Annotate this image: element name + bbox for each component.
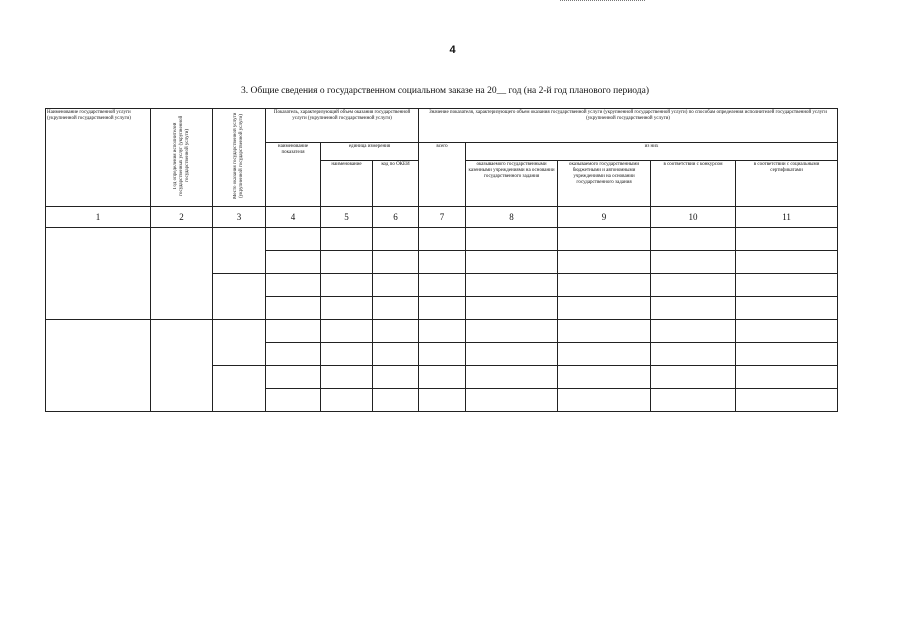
table-cell[interactable]: [419, 228, 466, 251]
table-cell[interactable]: [736, 228, 838, 251]
table-cell[interactable]: [736, 343, 838, 366]
header-indicator-group: Показатель, характеризующий объем оказания государственной услуги (укрупненной государственной услуги): [266, 109, 419, 143]
table-cell[interactable]: [419, 251, 466, 274]
table-row: [46, 228, 838, 251]
header-total: всего: [419, 143, 466, 207]
header-place-text: Место оказания государственной услуги (укрупненной государственной услуги): [233, 112, 244, 200]
table-cell[interactable]: [651, 228, 736, 251]
table-cell[interactable]: [558, 274, 651, 297]
table-cell[interactable]: [266, 228, 321, 251]
table-cell[interactable]: [558, 251, 651, 274]
column-number: 1: [46, 207, 151, 228]
table-cell[interactable]: [321, 274, 373, 297]
table-cell[interactable]: [419, 297, 466, 320]
header-service-name: Наименование государственной услуги (укрупненной государственной услуги): [46, 109, 151, 207]
table-cell[interactable]: [373, 343, 419, 366]
table-cell[interactable]: [321, 251, 373, 274]
header-unit-group: единица измерения: [321, 143, 419, 161]
table-cell[interactable]: [651, 389, 736, 412]
table-cell[interactable]: [266, 320, 321, 343]
table-cell[interactable]: [736, 320, 838, 343]
header-certificates: в соответствии с социальными сертификатами: [736, 161, 838, 207]
table-row: [46, 320, 838, 343]
table-cell[interactable]: [373, 366, 419, 389]
table-cell[interactable]: [151, 320, 213, 412]
table-cell[interactable]: [651, 274, 736, 297]
table-cell[interactable]: [266, 251, 321, 274]
table-cell[interactable]: [266, 297, 321, 320]
header-year-executor: [151, 109, 213, 207]
header-state-institutions: оказываемого государственными казенными учреждениями на основании государственного задания: [466, 161, 558, 207]
column-number-row: [46, 207, 838, 228]
table-cell[interactable]: [466, 251, 558, 274]
table-body: [46, 228, 838, 412]
table-header: [46, 109, 838, 228]
table-cell[interactable]: [46, 320, 151, 412]
header-value-group: Значение показателя, характеризующего объем оказания государственной услуги (укрупненной государственной услуги) по способам определения исполнителей государственной услуги (укрупненной государственной услуги): [419, 109, 838, 143]
table-cell[interactable]: [466, 343, 558, 366]
table-cell[interactable]: [213, 228, 266, 274]
table-cell[interactable]: [558, 343, 651, 366]
table-cell[interactable]: [373, 228, 419, 251]
table-cell[interactable]: [321, 389, 373, 412]
table-cell[interactable]: [466, 228, 558, 251]
table-cell[interactable]: [466, 366, 558, 389]
column-number: 2: [151, 207, 213, 228]
column-number: 9: [558, 207, 651, 228]
table-cell[interactable]: [266, 389, 321, 412]
column-number: 6: [373, 207, 419, 228]
table-cell[interactable]: [266, 366, 321, 389]
table-cell[interactable]: [558, 389, 651, 412]
table-cell[interactable]: [419, 366, 466, 389]
column-number: 8: [466, 207, 558, 228]
header-year-executor-text: Год определения исполнителей государственных услуг (укрупненной государственной услуги): [172, 115, 190, 197]
table-cell[interactable]: [466, 320, 558, 343]
table-cell[interactable]: [321, 320, 373, 343]
header-okei-code: код по ОКЕИ: [373, 161, 419, 207]
header-indicator-name: наименование показателя: [266, 143, 321, 207]
page-number: 4: [449, 44, 456, 56]
table-cell[interactable]: [213, 366, 266, 412]
table-cell[interactable]: [466, 297, 558, 320]
table-cell[interactable]: [651, 366, 736, 389]
header-competition: в соответствии с конкурсом: [651, 161, 736, 207]
table-cell[interactable]: [558, 228, 651, 251]
table-cell[interactable]: [558, 366, 651, 389]
column-number: 11: [736, 207, 838, 228]
header-place: [213, 109, 266, 207]
table-cell[interactable]: [373, 251, 419, 274]
table-cell[interactable]: [651, 297, 736, 320]
table-cell[interactable]: [736, 297, 838, 320]
table-cell[interactable]: [373, 274, 419, 297]
table-cell[interactable]: [151, 228, 213, 320]
table-cell[interactable]: [46, 228, 151, 320]
table-cell[interactable]: [321, 366, 373, 389]
column-number: 10: [651, 207, 736, 228]
section-title: 3. Общие сведения о государственном социальном заказе на 20__ год (на 2-й год планового периода): [241, 86, 649, 96]
scan-mark: [560, 0, 645, 3]
table-cell[interactable]: [419, 274, 466, 297]
table-cell[interactable]: [213, 274, 266, 320]
table-cell[interactable]: [373, 297, 419, 320]
table-cell[interactable]: [321, 228, 373, 251]
table-cell[interactable]: [266, 274, 321, 297]
column-number: 3: [213, 207, 266, 228]
table-cell[interactable]: [736, 251, 838, 274]
header-unit-name: наименование: [321, 161, 373, 207]
table-cell[interactable]: [466, 274, 558, 297]
table-cell[interactable]: [373, 389, 419, 412]
header-of-which: из них: [466, 143, 838, 161]
table-cell[interactable]: [651, 320, 736, 343]
header-budget-institutions: оказываемого государственными бюджетными и автономными учреждениями на основании государственного задания: [558, 161, 651, 207]
column-number: 4: [266, 207, 321, 228]
table-cell[interactable]: [651, 251, 736, 274]
table-cell[interactable]: [736, 366, 838, 389]
table-cell[interactable]: [736, 389, 838, 412]
table-cell[interactable]: [213, 320, 266, 366]
table-cell[interactable]: [321, 297, 373, 320]
table-cell[interactable]: [419, 389, 466, 412]
table-cell[interactable]: [321, 343, 373, 366]
table-cell[interactable]: [558, 297, 651, 320]
social-order-table: [45, 108, 838, 412]
table-cell[interactable]: [558, 320, 651, 343]
table-cell[interactable]: [466, 389, 558, 412]
column-number: 5: [321, 207, 373, 228]
table-cell[interactable]: [266, 343, 321, 366]
table-cell[interactable]: [419, 343, 466, 366]
table-cell[interactable]: [419, 320, 466, 343]
column-number: 7: [419, 207, 466, 228]
table-cell[interactable]: [736, 274, 838, 297]
table-cell[interactable]: [373, 320, 419, 343]
table-cell[interactable]: [651, 343, 736, 366]
